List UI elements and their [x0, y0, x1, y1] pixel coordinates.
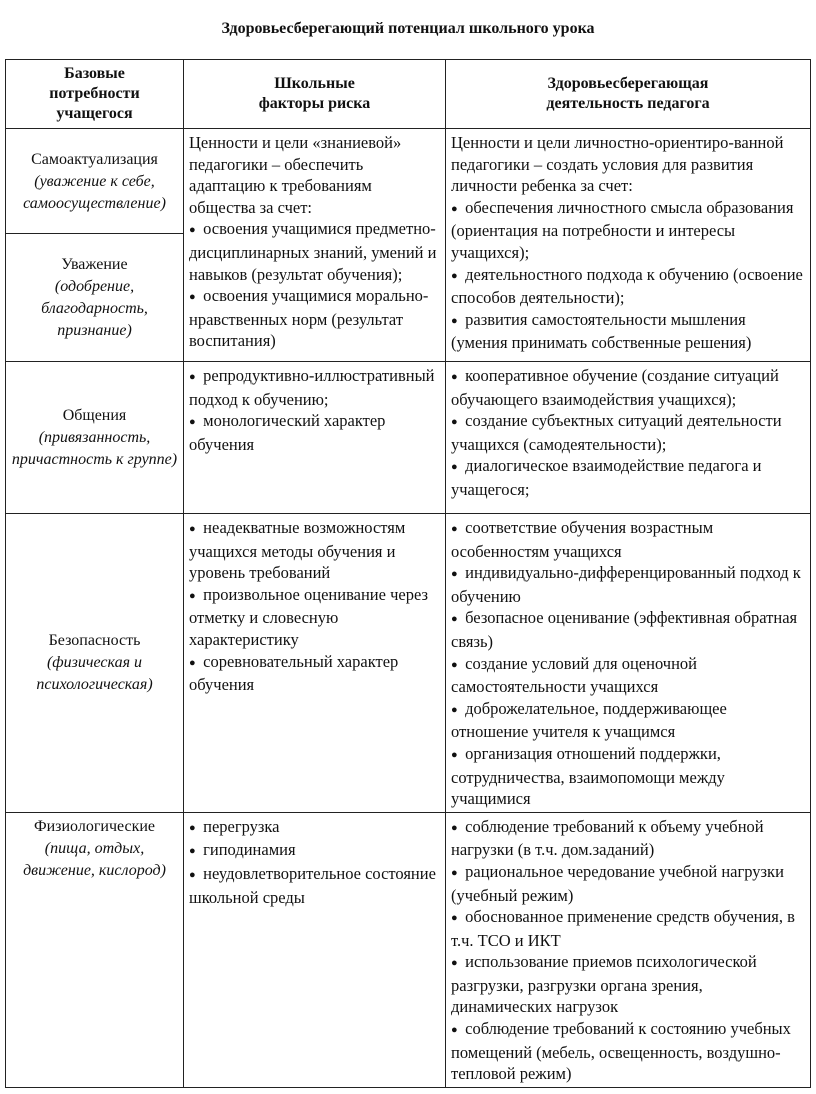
need-name: Уважение — [61, 256, 128, 273]
need-cell-communication — [6, 362, 184, 514]
need-description: (уважение к себе, самоосуществление) — [23, 172, 166, 212]
bullet-icon: ● — [451, 1024, 458, 1037]
bullet-icon: ● — [451, 523, 458, 535]
bullet-icon: ● — [451, 748, 458, 761]
header-line: учащегося — [56, 105, 133, 122]
risk-factors-cell — [184, 812, 446, 1087]
need-cell-self-actualization — [6, 129, 184, 234]
need-name: Самоактуализация — [31, 150, 158, 168]
list-item: ● диалогическое взаимодействие педагога и учащегося; — [451, 456, 762, 499]
list-item: ● обеспечения личностного смысла образования (ориентация на потребности и интересы учащихся); — [451, 197, 794, 262]
need-description: (пища, отдых, движение, кислород) — [23, 839, 166, 879]
header-needs — [6, 60, 184, 129]
bullet-icon: ● — [451, 658, 458, 671]
list-item: ● освоения учащимися предметно-дисциплинарных знаний, умений и навыков (результат обучения); — [189, 219, 437, 284]
list-item: ● соблюдение требований к объему учебной нагрузки (в т.ч. дом.заданий) — [451, 816, 764, 860]
bullet-icon: ● — [189, 371, 196, 383]
list-item: ● неудовлетворительное состояние школьной среды — [189, 863, 436, 907]
list-item: ● соответствие обучения возрастным особенностям учащихся — [451, 518, 714, 561]
bullet-icon: ● — [451, 314, 458, 327]
list-item: ● развития самостоятельности мышления (умения принимать собственные решения) — [451, 309, 752, 353]
bullet-icon: ● — [189, 656, 196, 669]
list-item: ● перегрузка — [189, 816, 440, 840]
list-item: ● кооперативное обучение (создание ситуаций обучающего взаимодействия учащихся); — [451, 366, 779, 409]
need-description: (одобрение, благодарность, признание) — [41, 278, 148, 339]
bullet-icon: ● — [189, 589, 196, 602]
list-item: ● репродуктивно-иллюстративный подход к обучению; — [189, 366, 435, 409]
bullet-icon: ● — [451, 703, 458, 716]
bullet-icon: ● — [189, 291, 196, 304]
bullet-icon: ● — [189, 821, 196, 834]
teacher-activity-cell — [446, 129, 811, 362]
list-item: ● монологический характер обучения — [189, 411, 386, 454]
need-cell-physiological — [6, 812, 184, 1087]
header-line: факторы риска — [258, 95, 371, 112]
bullet-icon: ● — [189, 416, 196, 429]
bullet-icon: ● — [451, 957, 458, 970]
risk-factors-cell — [184, 362, 446, 514]
bullet-icon: ● — [451, 371, 458, 383]
list-item: ● соревновательный характер обучения — [189, 651, 399, 695]
header-activity — [446, 60, 811, 129]
activity-intro: Ценности и цели личностно-ориентиро-ванной педагогики – создать условия для развития личности ребенка за счет: — [451, 133, 784, 196]
factors-intro: Ценности и цели «знаниевой» педагогики – обеспечить адаптацию к требованиям общества за счет: — [189, 133, 402, 217]
need-cell-respect — [6, 234, 184, 362]
bullet-icon: ● — [451, 416, 458, 429]
health-potential-table — [5, 59, 811, 1088]
header-factors — [184, 60, 446, 129]
table-row — [6, 514, 811, 813]
need-name: Безопасность — [48, 632, 141, 650]
teacher-activity-cell — [446, 812, 811, 1087]
need-cell-safety — [6, 514, 184, 813]
need-name: Общения — [62, 407, 127, 424]
risk-factors-cell — [184, 129, 446, 362]
bullet-icon: ● — [189, 523, 196, 535]
list-item: ● доброжелательное, поддерживающее отношение учителя к учащимся — [451, 698, 727, 742]
list-item: ● безопасное оценивание (эффективная обратная связь) — [451, 608, 798, 651]
teacher-activity-cell — [446, 514, 811, 813]
list-item: ● произвольное оценивание через отметку и словесную характеристику — [189, 584, 428, 649]
bullet-icon: ● — [451, 866, 458, 879]
header-line: деятельность педагога — [546, 95, 710, 112]
list-item: ● неадекватные возможностям учащихся методы обучения и уровень требований — [189, 518, 406, 583]
bullet-icon: ● — [451, 912, 458, 925]
bullet-icon: ● — [451, 202, 458, 215]
table-header-row — [6, 60, 811, 129]
header-line: Базовые — [64, 65, 125, 82]
bullet-icon: ● — [451, 568, 458, 581]
bullet-icon: ● — [451, 613, 458, 626]
table-row — [6, 129, 811, 234]
need-name: Физиологические — [33, 817, 156, 835]
bullet-icon: ● — [451, 461, 458, 474]
list-item: ● создание условий для оценочной самостоятельности учащихся — [451, 653, 697, 697]
table-row — [6, 362, 811, 514]
list-item: ● деятельностного подхода к обучению (освоение способов деятельности); — [451, 264, 803, 308]
bullet-icon: ● — [189, 224, 196, 237]
header-line: Школьные — [274, 75, 355, 92]
bullet-icon: ● — [451, 269, 458, 282]
bullet-icon: ● — [189, 868, 196, 881]
list-item: ● обоснованное применение средств обучения, в т.ч. ТСО и ИКТ — [451, 907, 795, 950]
list-item: ● организация отношений поддержки, сотрудничества, взаимопомощи между учащимися — [451, 743, 725, 809]
list-item: ● гиподинамия — [189, 839, 440, 863]
page-title: Здоровьесберегающий потенциал школьного урока — [221, 20, 595, 37]
header-line: Здоровьесберегающая — [547, 75, 709, 92]
teacher-activity-cell — [446, 362, 811, 514]
list-item: ● освоения учащимися морально-нравственных норм (результат воспитания) — [189, 286, 429, 351]
need-description: (привязанность, причастность к группе) — [11, 429, 178, 468]
list-item: ● рациональное чередование учебной нагрузки (учебный режим) — [451, 861, 784, 905]
list-item: ● соблюдение требований к состоянию учебных помещений (мебель, освещенность, воздушно-тепловой режим) — [451, 1019, 791, 1084]
list-item: ● индивидуально-дифференцированный подход к обучению — [451, 563, 801, 606]
list-item: ● использование приемов психологической разгрузки, разгрузки органа зрения, динамических нагрузок — [451, 952, 757, 1017]
need-description: (физическая и психологическая) — [36, 654, 153, 694]
bullet-icon: ● — [189, 845, 196, 858]
header-line: потребности — [49, 85, 140, 102]
table-row — [6, 812, 811, 1087]
bullet-icon: ● — [451, 821, 458, 834]
list-item: ● создание субъектных ситуаций деятельности учащихся (самодеятельности); — [451, 411, 782, 454]
risk-factors-cell — [184, 514, 446, 813]
